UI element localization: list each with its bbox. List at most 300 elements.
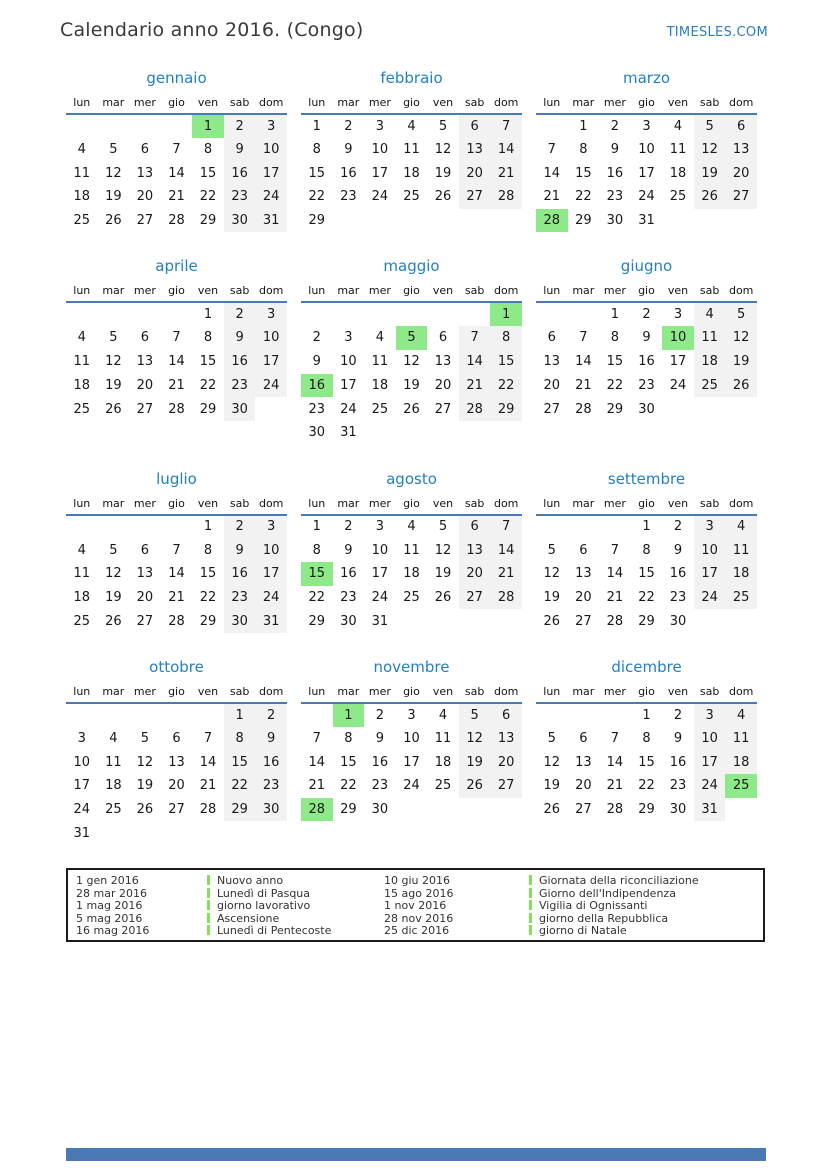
date-cell: 1 [312, 519, 321, 535]
month-title: luglio [156, 469, 197, 488]
date-cell: 17 [73, 778, 91, 794]
date-cell: 24 [340, 401, 357, 417]
date-cell: 8 [203, 142, 213, 158]
calendar-table [301, 683, 522, 821]
empty-cell [333, 209, 365, 233]
date-cell: 17 [255, 350, 287, 374]
holiday-tick-icon [207, 888, 210, 898]
date-cell: 22 [308, 189, 326, 205]
date-cell: 12 [105, 354, 122, 370]
empty-cell [694, 209, 726, 233]
date-cell: 21 [543, 189, 561, 205]
day-header-lun: lun [536, 495, 568, 515]
date-cell: 7 [610, 542, 620, 558]
date-cell: 2 [673, 707, 683, 723]
date-cell: 11 [73, 566, 91, 582]
date-cell: 18 [725, 562, 757, 586]
holiday-tick-icon [529, 888, 532, 898]
empty-cell [490, 609, 522, 633]
date-cell: 23 [308, 401, 326, 417]
date-cell: 12 [543, 566, 561, 582]
date-cell: 18 [73, 589, 91, 605]
date-cell: 2 [344, 118, 353, 134]
date-cell: 9 [375, 731, 385, 747]
date-cell: 3 [344, 330, 353, 346]
date-cell: 29 [308, 613, 326, 629]
date-cell: 16 [224, 161, 256, 185]
empty-cell [364, 302, 396, 326]
date-cell: 2 [224, 302, 256, 326]
date-cell: 3 [694, 703, 726, 727]
date-cell: 4 [109, 731, 118, 747]
date-cell: 11 [105, 754, 122, 770]
day-header-gio: gio [631, 282, 663, 302]
day-header-dom: dom [725, 495, 757, 515]
holiday-date-cell: 1 [333, 703, 365, 727]
date-cell: 22 [606, 377, 624, 393]
date-cell: 18 [73, 189, 91, 205]
date-cell: 3 [642, 118, 651, 134]
month-title: agosto [386, 469, 437, 488]
date-cell: 16 [638, 354, 655, 370]
date-cell: 21 [168, 189, 185, 205]
date-cell: 10 [371, 142, 389, 158]
day-header-gio: gio [396, 683, 428, 703]
date-cell: 19 [105, 189, 122, 205]
month-luglio [66, 469, 287, 633]
empty-cell [161, 114, 193, 138]
date-cell: 14 [168, 165, 185, 181]
date-cell: 5 [694, 114, 726, 138]
date-cell: 11 [434, 731, 452, 747]
date-cell: 9 [312, 354, 321, 370]
empty-cell [224, 821, 256, 845]
date-cell: 25 [105, 802, 122, 818]
date-cell: 8 [579, 142, 588, 158]
date-cell: 10 [255, 538, 287, 562]
date-cell: 17 [694, 562, 726, 586]
day-header-mer: mer [599, 94, 631, 114]
date-cell: 19 [543, 778, 561, 794]
site-link[interactable]: TIMESLES.COM [666, 25, 768, 40]
date-cell: 10 [371, 542, 389, 558]
date-cell: 25 [434, 778, 452, 794]
date-cell: 4 [438, 707, 448, 723]
empty-cell [662, 209, 694, 233]
calendar-table [301, 282, 522, 444]
date-cell: 21 [168, 589, 185, 605]
empty-cell [536, 114, 568, 138]
date-cell: 7 [172, 542, 181, 558]
date-cell: 23 [340, 189, 357, 205]
month-febbraio [301, 68, 522, 232]
empty-cell [725, 609, 757, 633]
date-cell: 11 [403, 142, 420, 158]
date-cell: 25 [694, 374, 726, 398]
date-cell: 19 [403, 377, 420, 393]
date-cell: 22 [490, 374, 522, 398]
date-cell: 13 [434, 354, 452, 370]
date-cell: 15 [199, 566, 217, 582]
date-cell: 15 [638, 566, 655, 582]
date-cell: 20 [725, 161, 757, 185]
day-header-dom: dom [490, 282, 522, 302]
date-cell: 23 [224, 374, 256, 398]
date-cell: 15 [199, 165, 217, 181]
date-cell: 7 [490, 515, 522, 539]
date-cell: 10 [638, 142, 655, 158]
date-cell: 8 [344, 731, 353, 747]
date-cell: 9 [224, 326, 256, 350]
date-cell: 16 [669, 754, 687, 770]
holiday-date-cell: 15 [301, 562, 333, 586]
day-header-dom: dom [255, 282, 287, 302]
date-cell: 9 [642, 330, 651, 346]
date-cell: 20 [543, 377, 561, 393]
day-header-ven: ven [192, 683, 224, 703]
day-header-sab: sab [224, 282, 256, 302]
date-cell: 26 [136, 802, 154, 818]
day-header-dom: dom [255, 683, 287, 703]
empty-cell [255, 397, 287, 421]
date-cell: 28 [490, 586, 522, 610]
empty-cell [694, 609, 726, 633]
date-cell: 1 [224, 703, 256, 727]
day-header-gio: gio [396, 495, 428, 515]
day-header-gio: gio [396, 282, 428, 302]
date-cell: 29 [199, 613, 217, 629]
date-cell: 1 [642, 707, 651, 723]
date-cell: 21 [459, 374, 491, 398]
date-cell: 2 [224, 515, 256, 539]
date-cell: 30 [606, 213, 624, 229]
date-cell: 7 [547, 142, 556, 158]
date-cell: 5 [109, 542, 118, 558]
empty-cell [568, 515, 600, 539]
day-header-lun: lun [66, 282, 98, 302]
date-cell: 14 [575, 354, 592, 370]
months-grid [66, 68, 758, 845]
empty-cell [599, 515, 631, 539]
holiday-tick-icon [207, 900, 210, 910]
date-cell: 26 [543, 802, 561, 818]
date-cell: 21 [606, 589, 624, 605]
day-header-mar: mar [98, 683, 130, 703]
date-cell: 30 [638, 401, 655, 417]
date-cell: 1 [579, 118, 588, 134]
date-cell: 19 [459, 750, 491, 774]
empty-cell [396, 209, 428, 233]
date-cell: 13 [490, 727, 522, 751]
date-cell: 21 [490, 562, 522, 586]
legend-holiday-name: Lunedì di Pasqua [207, 888, 384, 901]
date-cell: 14 [543, 165, 561, 181]
date-cell: 15 [490, 350, 522, 374]
date-cell: 2 [610, 118, 620, 134]
date-cell: 9 [344, 542, 353, 558]
empty-cell [129, 114, 161, 138]
date-cell: 9 [224, 138, 256, 162]
date-cell: 27 [575, 802, 592, 818]
holiday-tick-icon [529, 875, 532, 885]
date-cell: 29 [224, 798, 256, 822]
date-cell: 12 [403, 354, 420, 370]
date-cell: 2 [255, 703, 287, 727]
holiday-tick-icon [529, 900, 532, 910]
date-cell: 25 [669, 189, 687, 205]
date-cell: 26 [105, 613, 122, 629]
date-cell: 29 [606, 401, 624, 417]
date-cell: 18 [403, 165, 420, 181]
legend-holiday-name: Giornata della riconciliazione [529, 875, 763, 888]
date-cell: 8 [203, 330, 213, 346]
date-cell: 1 [610, 307, 620, 323]
date-cell: 22 [308, 589, 326, 605]
date-cell: 26 [459, 774, 491, 798]
empty-cell [459, 798, 491, 822]
date-cell: 29 [638, 613, 655, 629]
date-cell: 17 [403, 754, 420, 770]
legend-holiday-name: Lunedì di Pentecoste [207, 925, 384, 938]
date-cell: 19 [725, 350, 757, 374]
empty-cell [536, 302, 568, 326]
date-cell: 17 [255, 562, 287, 586]
day-header-mar: mar [568, 94, 600, 114]
date-cell: 17 [669, 354, 687, 370]
legend-date: 1 mag 2016 [76, 900, 143, 913]
date-cell: 31 [694, 798, 726, 822]
date-cell: 2 [344, 519, 353, 535]
date-cell: 8 [203, 542, 213, 558]
legend-holiday-name: Ascensione [207, 913, 384, 926]
date-cell: 4 [407, 519, 416, 535]
day-header-sab: sab [224, 495, 256, 515]
date-cell: 22 [224, 774, 256, 798]
date-cell: 18 [73, 377, 91, 393]
date-cell: 16 [224, 562, 256, 586]
date-cell: 11 [73, 165, 91, 181]
date-cell: 14 [490, 538, 522, 562]
date-cell: 10 [340, 354, 357, 370]
calendar-table [66, 495, 287, 633]
date-cell: 21 [308, 778, 326, 794]
date-cell: 5 [140, 731, 150, 747]
day-header-lun: lun [66, 94, 98, 114]
date-cell: 18 [403, 566, 420, 582]
date-cell: 24 [694, 774, 726, 798]
date-cell: 27 [136, 401, 154, 417]
day-header-mer: mer [599, 282, 631, 302]
date-cell: 16 [606, 165, 624, 181]
day-header-mer: mer [599, 495, 631, 515]
date-cell: 13 [543, 354, 561, 370]
empty-cell [66, 703, 98, 727]
empty-cell [161, 515, 193, 539]
date-cell: 23 [606, 189, 624, 205]
day-header-dom: dom [255, 495, 287, 515]
date-cell: 20 [490, 750, 522, 774]
date-cell: 15 [308, 165, 326, 181]
date-cell: 18 [694, 350, 726, 374]
empty-cell [490, 209, 522, 233]
date-cell: 13 [575, 754, 592, 770]
day-header-mar: mar [98, 495, 130, 515]
date-cell: 28 [199, 802, 217, 818]
day-header-mar: mar [333, 282, 365, 302]
date-cell: 30 [255, 798, 287, 822]
date-cell: 14 [490, 138, 522, 162]
date-cell: 5 [109, 330, 118, 346]
day-header-mar: mar [98, 94, 130, 114]
date-cell: 9 [344, 142, 353, 158]
day-header-dom: dom [725, 94, 757, 114]
date-cell: 9 [673, 731, 683, 747]
empty-cell [490, 798, 522, 822]
month-dicembre [536, 657, 757, 845]
date-cell: 6 [579, 731, 588, 747]
date-cell: 19 [434, 566, 452, 582]
date-cell: 22 [638, 589, 655, 605]
date-cell: 17 [638, 165, 655, 181]
calendar-table [301, 94, 522, 232]
date-cell: 24 [255, 185, 287, 209]
date-cell: 26 [725, 374, 757, 398]
date-cell: 14 [168, 566, 185, 582]
date-cell: 11 [669, 142, 687, 158]
legend-holiday-name: Vigilia di Ognissanti [529, 900, 763, 913]
date-cell: 23 [669, 589, 687, 605]
date-cell: 7 [172, 330, 181, 346]
date-cell: 1 [642, 519, 651, 535]
date-cell: 2 [312, 330, 321, 346]
date-cell: 12 [105, 566, 122, 582]
day-header-mar: mar [98, 282, 130, 302]
date-cell: 14 [168, 354, 185, 370]
empty-cell [129, 821, 161, 845]
date-cell: 23 [371, 778, 389, 794]
date-cell: 20 [434, 377, 452, 393]
date-cell: 30 [669, 613, 687, 629]
date-cell: 10 [694, 538, 726, 562]
holiday-date-cell: 5 [396, 326, 428, 350]
legend-holiday-name: Giorno dell'Indipendenza [529, 888, 763, 901]
holiday-tick-icon [529, 925, 532, 935]
legend-date: 28 mar 2016 [76, 887, 147, 900]
empty-cell [427, 421, 459, 445]
month-giugno [536, 256, 757, 444]
calendar-table [301, 495, 522, 633]
date-cell: 12 [434, 542, 452, 558]
date-cell: 5 [459, 703, 491, 727]
date-cell: 4 [375, 330, 385, 346]
date-cell: 24 [73, 802, 91, 818]
date-cell: 17 [340, 377, 357, 393]
date-cell: 7 [312, 731, 321, 747]
date-cell: 12 [434, 142, 452, 158]
date-cell: 4 [77, 330, 86, 346]
empty-cell [161, 821, 193, 845]
day-header-mar: mar [333, 683, 365, 703]
date-cell: 12 [459, 727, 491, 751]
date-cell: 15 [606, 354, 624, 370]
date-cell: 5 [547, 542, 556, 558]
date-cell: 18 [725, 750, 757, 774]
date-cell: 23 [669, 778, 687, 794]
date-cell: 20 [168, 778, 185, 794]
empty-cell [427, 609, 459, 633]
date-cell: 10 [403, 731, 420, 747]
legend-date: 15 ago 2016 [384, 887, 454, 900]
date-cell: 27 [168, 802, 185, 818]
day-header-mer: mer [364, 94, 396, 114]
date-cell: 5 [438, 118, 448, 134]
date-cell: 29 [638, 802, 655, 818]
date-cell: 11 [725, 538, 757, 562]
date-cell: 31 [255, 609, 287, 633]
legend-date: 1 nov 2016 [384, 900, 447, 913]
date-cell: 6 [490, 703, 522, 727]
day-header-ven: ven [192, 282, 224, 302]
date-cell: 28 [168, 213, 185, 229]
date-cell: 13 [575, 566, 592, 582]
date-cell: 6 [172, 731, 181, 747]
empty-cell [192, 821, 224, 845]
date-cell: 22 [199, 589, 217, 605]
empty-cell [725, 798, 757, 822]
date-cell: 13 [136, 165, 154, 181]
date-cell: 14 [606, 566, 624, 582]
date-cell: 28 [459, 397, 491, 421]
date-cell: 8 [224, 727, 256, 751]
empty-cell [129, 302, 161, 326]
date-cell: 24 [255, 586, 287, 610]
date-cell: 27 [575, 613, 592, 629]
date-cell: 25 [725, 586, 757, 610]
empty-cell [396, 421, 428, 445]
date-cell: 30 [224, 209, 256, 233]
day-header-mer: mer [129, 94, 161, 114]
day-header-lun: lun [536, 94, 568, 114]
day-header-sab: sab [224, 683, 256, 703]
date-cell: 26 [434, 189, 452, 205]
month-title: giugno [620, 257, 673, 276]
date-cell: 8 [312, 142, 321, 158]
date-cell: 16 [255, 750, 287, 774]
empty-cell [536, 703, 568, 727]
date-cell: 27 [136, 613, 154, 629]
empty-cell [396, 302, 428, 326]
date-cell: 25 [73, 401, 91, 417]
holiday-date-cell: 28 [536, 209, 568, 233]
day-header-mer: mer [599, 683, 631, 703]
date-cell: 29 [199, 213, 217, 229]
day-header-dom: dom [725, 683, 757, 703]
date-cell: 13 [459, 538, 491, 562]
date-cell: 17 [255, 161, 287, 185]
day-header-ven: ven [427, 495, 459, 515]
date-cell: 25 [403, 189, 420, 205]
holiday-date-cell: 16 [301, 374, 333, 398]
date-cell: 8 [642, 731, 651, 747]
date-cell: 6 [140, 330, 150, 346]
date-cell: 27 [434, 401, 452, 417]
date-cell: 25 [403, 589, 420, 605]
legend-holiday-name: Nuovo anno [207, 875, 384, 888]
date-cell: 4 [694, 302, 726, 326]
date-cell: 29 [199, 401, 217, 417]
empty-cell [192, 703, 224, 727]
month-title: febbraio [380, 69, 443, 87]
